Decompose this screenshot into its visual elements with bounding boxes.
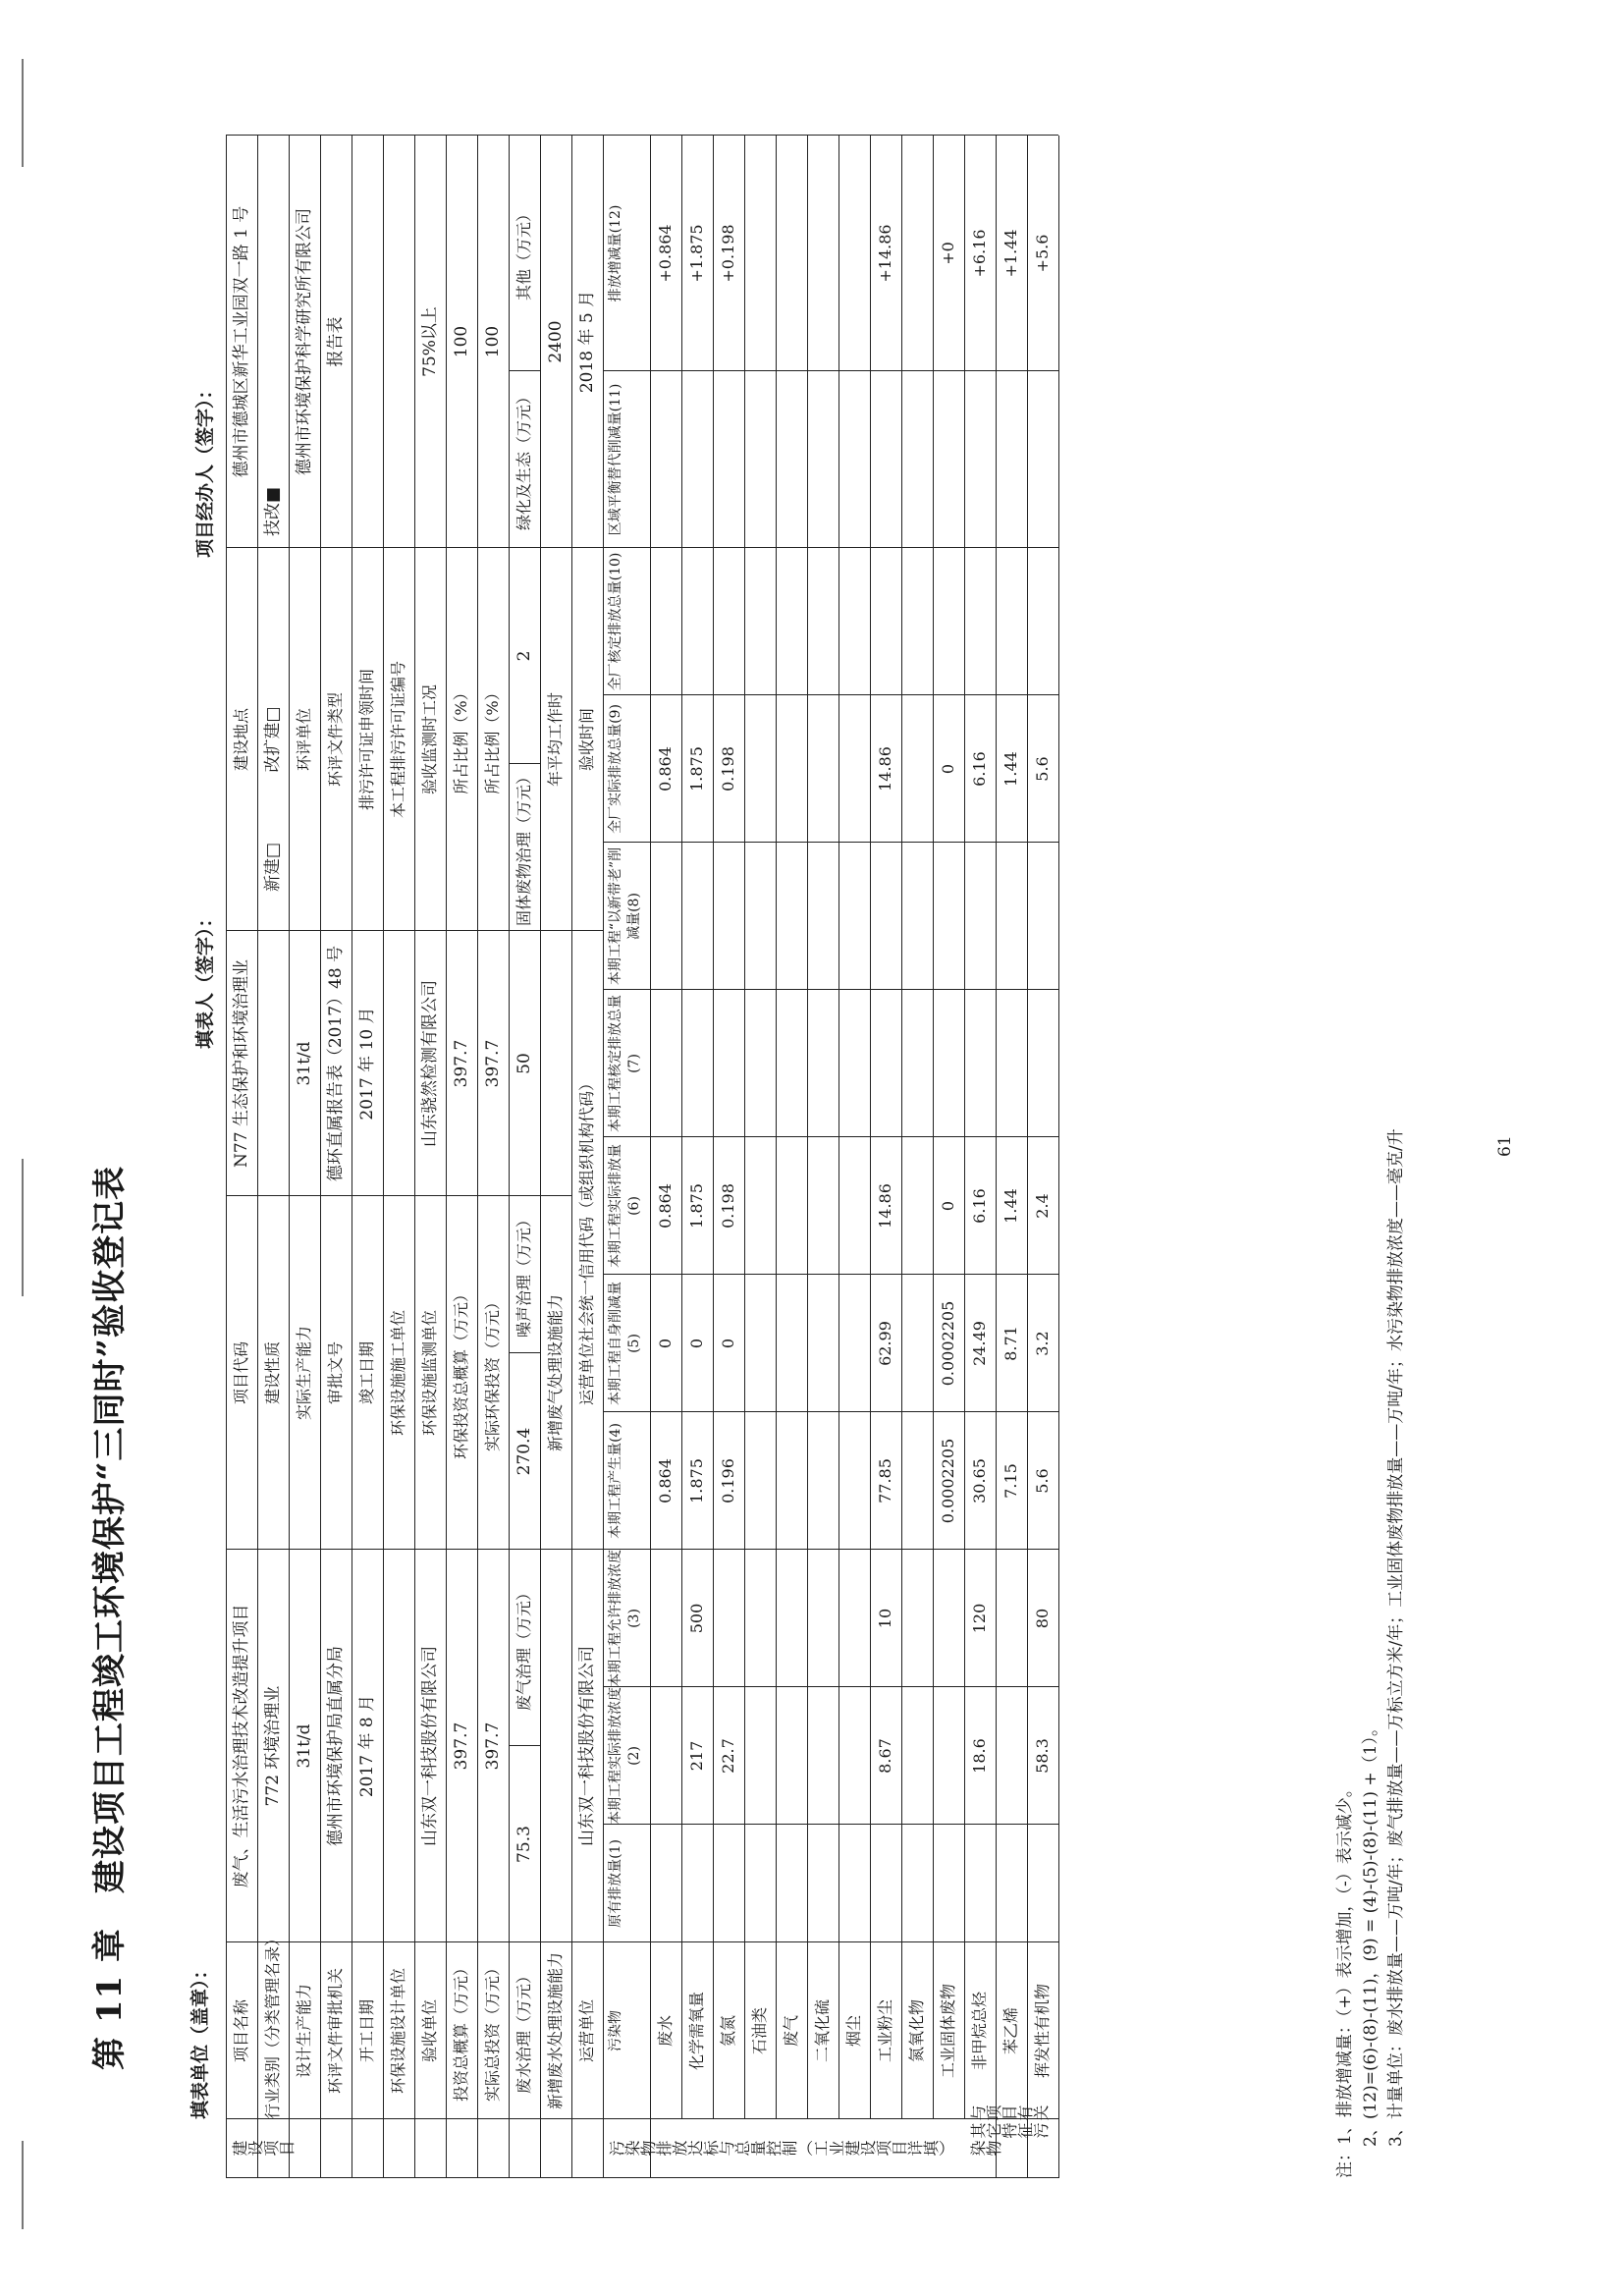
pollutant-value: +0.198 — [719, 224, 737, 283]
grid-line — [650, 989, 681, 990]
grid-line — [226, 2118, 1058, 2119]
value-eia-approver: 德州市环境保护局直属分局 — [325, 1646, 346, 1846]
pollutant-name: 非甲烷总烃 — [970, 1992, 989, 2071]
label-eia-approver: 环评文件审批机关 — [325, 1968, 345, 2095]
grid-line — [776, 1136, 807, 1137]
grid-line — [996, 1686, 1027, 1687]
grid-line — [650, 1824, 681, 1825]
pollutant-value: 1.44 — [1001, 1188, 1020, 1224]
grid-line — [744, 1549, 776, 1550]
grid-line — [713, 547, 744, 548]
grid-line — [933, 1686, 964, 1687]
grid-line — [744, 989, 776, 990]
label-approval-no: 审批文号 — [325, 1341, 345, 1405]
grid-line — [681, 547, 713, 548]
label-permit-time: 排污许可证申领时间 — [356, 669, 376, 811]
grid-line — [839, 1824, 870, 1825]
grid-line — [681, 989, 713, 990]
label-greening: 绿化及生态（万元） — [514, 389, 533, 531]
label-project-code: 项目代码 — [231, 1341, 250, 1405]
grid-line — [996, 1824, 1027, 1825]
grid-line — [776, 1411, 807, 1412]
grid-line — [603, 2119, 604, 2178]
pollutant-value: +5.6 — [1033, 234, 1052, 273]
grid-line — [744, 1411, 776, 1412]
value-build-site: 德州市德城区新华工业园双一路 1 号 — [231, 205, 251, 478]
label-actual-invest: 实际总投资（万元） — [482, 1960, 502, 2103]
grid-line — [744, 842, 776, 843]
pollutant-value: 77.85 — [876, 1458, 894, 1503]
pollutant-value: 3.2 — [1033, 1331, 1052, 1356]
pollutant-value: 1.875 — [687, 746, 706, 792]
grid-line — [807, 370, 839, 371]
grid-line — [1027, 136, 1028, 2178]
label-industry: 行业类别（分类管理名录） — [262, 1930, 282, 2119]
pollutant-value: 0.864 — [656, 1183, 675, 1229]
grid-line — [996, 136, 997, 2178]
grid-line — [901, 1686, 933, 1687]
grid-line — [383, 136, 384, 2178]
label-solid: 固体废物治理（万元） — [514, 769, 533, 927]
grid-line — [901, 989, 933, 990]
pollutant-value: 62.99 — [876, 1321, 894, 1366]
value-env-budget: 397.7 — [451, 1039, 471, 1088]
pollutant-name: 二氧化硫 — [813, 1999, 832, 2063]
label-credit-code: 运营单位社会统一信用代码（或组织机构代码） — [576, 1075, 596, 1406]
pollutant-value: +0.864 — [656, 224, 675, 283]
grid-line — [807, 1411, 839, 1412]
pollutant-value: +6.16 — [970, 229, 989, 278]
build-tech-option: 技改■ — [262, 486, 283, 536]
pollutant-value: 5.6 — [1033, 1468, 1052, 1494]
value-ratio2: 100 — [482, 325, 503, 358]
value-design-capacity: 31t/d — [294, 1723, 314, 1769]
grid-line — [807, 842, 839, 843]
pollutant-value: 14.86 — [876, 746, 894, 792]
grid-line — [320, 136, 321, 2178]
pollutant-value: 1.875 — [687, 1458, 706, 1503]
grid-line — [776, 842, 807, 843]
value-ratio1: 100 — [451, 325, 471, 358]
build-expand-option: 改扩建□ — [262, 706, 283, 773]
grid-line — [744, 136, 745, 2119]
pollutant-col-header: 本期工程核定排放总量(7) — [608, 995, 642, 1132]
label-ratio2: 所占比例（%） — [482, 684, 502, 794]
label-wastewater: 废水治理（万元） — [514, 1968, 533, 2095]
pollutant-name: 烟尘 — [844, 2015, 863, 2048]
pollutant-value: 0.198 — [719, 1183, 737, 1229]
value-industry: 772 环境治理业 — [262, 1685, 283, 1807]
grid-line — [933, 1824, 964, 1825]
pollutant-value: 22.7 — [719, 1738, 737, 1774]
pollutant-value: 18.6 — [970, 1738, 989, 1774]
pollutant-value: 8.67 — [876, 1738, 894, 1774]
label-new-gas-capacity: 新增废气处理设施能力 — [545, 1294, 565, 1452]
pollutant-value: 2.4 — [1033, 1193, 1052, 1219]
value-project-code: N77 生态保护和环境治理业 — [231, 959, 251, 1168]
grid-line — [807, 1274, 839, 1275]
grid-line — [650, 136, 651, 2178]
value-eia-doc-type: 报告表 — [325, 316, 346, 367]
grid-line — [477, 136, 478, 2178]
grid-line — [289, 136, 290, 2178]
grid-line — [901, 136, 902, 2119]
pollutant-value: 217 — [687, 1740, 706, 1772]
grid-line — [807, 989, 839, 990]
pollutant-value: 30.65 — [970, 1458, 989, 1503]
note-2: 2、(12)=(6)-(8)-(11)，(9) = (4)-(5)-(8)-(11) +（1）。 — [1361, 1720, 1380, 2147]
grid-line — [901, 1136, 933, 1137]
grid-line — [257, 136, 258, 2178]
pollutant-value: 0.198 — [719, 746, 737, 792]
grid-line — [744, 547, 776, 548]
pollutant-value: 58.3 — [1033, 1738, 1052, 1774]
grid-line — [839, 842, 870, 843]
note-3: 3、计量单位：废水排放量——万吨/年；废气排放量——万标立方米/年；工业固体废物排放量——万吨/年；水污染物排放浓度——毫克/升 — [1386, 1128, 1406, 2147]
grid-line — [226, 135, 1058, 136]
grid-line — [933, 547, 964, 548]
pollutant-value: 6.16 — [970, 1188, 989, 1224]
grid-line — [776, 694, 807, 695]
grid-line — [744, 1136, 776, 1137]
grid-line — [901, 1274, 933, 1275]
grid-line — [744, 1274, 776, 1275]
label-noise: 噪声治理（万元） — [514, 1212, 533, 1339]
label-build-site: 建设地点 — [231, 708, 250, 772]
grid-line — [807, 1824, 839, 1825]
pollutant-value: 120 — [970, 1603, 989, 1634]
pollutant-name: 氮氧化物 — [907, 1999, 926, 2063]
label-actual-capacity: 实际生产能力 — [294, 1326, 313, 1421]
value-actual-env-invest: 397.7 — [482, 1039, 503, 1088]
value-monitor-unit: 山东骁然检测有限公司 — [419, 980, 440, 1147]
grid-line — [776, 1824, 807, 1825]
value-project-name: 废气、生活污水治理技术改造提升项目 — [231, 1604, 251, 1888]
grid-line — [901, 842, 933, 843]
value-invest-budget: 397.7 — [451, 1722, 471, 1771]
pollutant-value: 7.15 — [1001, 1463, 1020, 1499]
label-invest-budget: 投资总概算（万元） — [451, 1960, 470, 2103]
pollutant-value: 6.16 — [970, 751, 989, 787]
value-start-date: 2017 年 8 月 — [356, 1694, 377, 1798]
pollutant-col-header: 区域平衡替代削减量(11) — [608, 383, 623, 536]
value-actual-capacity: 31t/d — [294, 1041, 314, 1086]
grid-line — [870, 547, 901, 548]
grid-line — [839, 1411, 870, 1412]
pollutant-value: 0.864 — [656, 746, 675, 792]
pollutant-col-header: 原有排放量(1) — [608, 1839, 623, 1928]
pollutant-name: 苯乙烯 — [1001, 2007, 1020, 2055]
pollutant-value: 0 — [719, 1338, 737, 1349]
label-start-date: 开工日期 — [356, 1999, 376, 2063]
grid-line — [901, 370, 933, 371]
pollutant-col-header: 本期工程允许排放浓度(3) — [608, 1550, 642, 1687]
grid-line — [901, 1411, 933, 1412]
grid-line — [509, 136, 510, 2178]
pollutant-value: +0 — [939, 242, 957, 265]
grid-line — [744, 1824, 776, 1825]
grid-line — [839, 1274, 870, 1275]
filler-label: 填表人（签字）： — [194, 908, 216, 1049]
label-eia-unit: 环评单位 — [294, 708, 313, 772]
pollutant-col-header: 全厂实际排放总量(9) — [608, 704, 623, 834]
grid-line — [839, 1136, 870, 1137]
grid-line — [901, 547, 933, 548]
pollutant-value: 10 — [876, 1608, 894, 1629]
grid-line — [776, 989, 807, 990]
pollutant-col-header: 本期工程实际排放量(6) — [608, 1144, 642, 1268]
pollutant-name: 氨氮 — [719, 2015, 737, 2048]
grid-line — [776, 547, 807, 548]
grid-line — [776, 1274, 807, 1275]
pollutant-value: 0 — [656, 1338, 675, 1349]
pollutant-value: +1.875 — [687, 224, 706, 283]
pollutant-col-header: 污染物 — [608, 2010, 623, 2051]
pollutant-col-header: 排放增减量(12) — [608, 204, 623, 302]
grid-line — [839, 989, 870, 990]
pollutant-name: 石油类 — [750, 2007, 769, 2055]
grid-line — [964, 547, 996, 548]
pollutant-value: 1.44 — [1001, 751, 1020, 787]
pollutant-value: +14.86 — [876, 224, 894, 283]
grid-line — [839, 370, 870, 371]
pollutant-value: 0 — [939, 1200, 957, 1212]
pollutant-value: 5.6 — [1033, 756, 1052, 782]
grid-line — [713, 136, 714, 2119]
grid-line — [650, 1686, 681, 1687]
pollutant-value: 0 — [687, 1338, 706, 1349]
grid-line — [964, 136, 965, 2119]
grid-line — [996, 989, 1027, 990]
grid-line — [996, 547, 1027, 548]
grid-line — [964, 989, 996, 990]
pollutant-col-header: 本期工程实际排放浓度(2) — [608, 1687, 642, 1825]
grid-line — [776, 370, 807, 371]
value-acceptance-time: 2018 年 5 月 — [576, 290, 597, 394]
value-annual-hours: 2400 — [545, 320, 566, 363]
grid-line — [414, 136, 415, 2178]
value-acceptance-unit: 山东双一科技股份有限公司 — [419, 1646, 440, 1846]
pollutant-name: 化学需氧量 — [687, 1992, 706, 2071]
grid-line — [744, 370, 776, 371]
label-acceptance-unit: 验收单位 — [419, 1999, 439, 2063]
value-noise: 50 — [514, 1053, 534, 1074]
pollutant-col-header: 全厂核定排放总量(10) — [608, 552, 623, 691]
label-other: 其他（万元） — [514, 206, 533, 301]
pollutant-name: 废气 — [782, 2015, 800, 2048]
value-wastegas: 270.4 — [514, 1427, 534, 1476]
label-permit-no: 本工程排污许可证编号 — [388, 661, 407, 819]
pollutant-value: 14.86 — [876, 1183, 894, 1229]
value-approval-no: 德环直属报告表（2017）48 号 — [325, 945, 346, 1182]
grid-line — [933, 989, 964, 990]
pollutant-value: 500 — [687, 1603, 706, 1634]
grid-line — [1027, 547, 1058, 548]
pollutant-value: 0.864 — [656, 1458, 675, 1503]
pollutant-value: 24.49 — [970, 1321, 989, 1366]
label-env-budget: 环保投资总概算（万元） — [451, 1286, 470, 1460]
grid-line — [807, 1686, 839, 1687]
grid-line — [839, 1549, 870, 1550]
value-actual-invest: 397.7 — [482, 1722, 503, 1771]
value-monitor-condition: 75%以上 — [419, 306, 440, 377]
value-wastewater: 75.3 — [514, 1826, 534, 1863]
fill-unit-label: 填表单位（盖章）： — [189, 1960, 211, 2119]
grid-line — [807, 136, 808, 2119]
grid-line — [776, 136, 777, 2119]
label-wastegas: 废气治理（万元） — [514, 1585, 533, 1712]
pollutant-name: 挥发性有机物 — [1033, 1984, 1052, 2079]
label-operator: 运营单位 — [576, 1999, 596, 2063]
pollutant-value: 80 — [1033, 1608, 1052, 1629]
label-annual-hours: 年平均工作时 — [545, 692, 565, 788]
grid-line — [713, 989, 744, 990]
grid-line — [870, 136, 871, 2119]
form-title: 第 11 章 建设项目工程竣工环境保护“三同时”验收登记表 — [90, 1165, 130, 2070]
pollutant-name: 工业粉尘 — [876, 1999, 894, 2063]
grid-line — [744, 694, 776, 695]
label-monitor-condition: 验收监测时工况 — [419, 684, 439, 795]
grid-line — [901, 694, 933, 695]
label-design-capacity: 设计生产能力 — [294, 1984, 313, 2079]
label-ratio1: 所占比例（%） — [451, 684, 470, 794]
grid-line — [807, 1549, 839, 1550]
label-new-ww-capacity: 新增废水处理设施能力 — [545, 1952, 565, 2110]
pollutant-value: 8.71 — [1001, 1326, 1020, 1361]
grid-line — [650, 547, 681, 548]
grid-line — [807, 694, 839, 695]
label-build-nature: 建设性质 — [262, 1341, 282, 1405]
grid-line — [226, 136, 227, 2178]
label-project-name: 项目名称 — [231, 1999, 250, 2063]
grid-line — [540, 136, 541, 2178]
label-eia-doc-type: 环评文件类型 — [325, 692, 345, 788]
grid-line — [839, 547, 870, 548]
label-construct-unit: 环保设施施工单位 — [388, 1310, 407, 1437]
grid-line — [776, 1549, 807, 1550]
grid-line — [571, 136, 572, 2178]
grid-line — [807, 547, 839, 548]
pollutant-col-header: 本期工程“以新带老”削减量(8) — [608, 847, 642, 986]
value-eia-unit: 德州市环境保护科学研究所有限公司 — [294, 208, 314, 475]
grid-line — [901, 1824, 933, 1825]
handler-label: 项目经办人（签字）： — [194, 380, 216, 558]
note-1: 注：1、排放增减量：（+）表示增加，（-）表示减少。 — [1335, 1780, 1355, 2178]
build-new-option: 新建□ — [262, 842, 283, 893]
label-actual-env-invest: 实际环保投资（万元） — [482, 1294, 502, 1452]
pollutant-col-header: 本期工程自身削减量(5) — [608, 1282, 642, 1405]
pollutant-value: 0.196 — [719, 1458, 737, 1503]
value-solid: 2 — [514, 650, 534, 662]
grid-line — [681, 136, 682, 2119]
pollutant-name: 废水 — [656, 2015, 675, 2048]
pollutant-section-label: 污染物排放达标与总量控制（工业建设项目详填） — [609, 2140, 954, 2159]
pollutant-name: 工业固体废物 — [939, 1984, 957, 2079]
pollutant-value: +1.44 — [1001, 229, 1020, 278]
grid-line — [839, 1686, 870, 1687]
pollutant-value: 0.0002205 — [939, 1438, 957, 1524]
construction-project-label: 建设项目 — [232, 2140, 295, 2159]
label-finish-date: 竣工日期 — [356, 1341, 376, 1405]
grid-line — [839, 694, 870, 695]
pollutant-value: 0.0002205 — [939, 1300, 957, 1387]
page-number: 61 — [1495, 1135, 1515, 1157]
value-operator: 山东双一科技股份有限公司 — [576, 1646, 597, 1846]
grid-line — [870, 989, 901, 990]
grid-line — [933, 136, 934, 2119]
label-acceptance-time: 验收时间 — [576, 708, 596, 772]
pollutant-value: 0 — [939, 763, 957, 775]
label-monitor-unit: 环保设施监测单位 — [419, 1310, 439, 1437]
grid-line — [776, 1686, 807, 1687]
grid-line — [744, 1686, 776, 1687]
pollutant-col-header: 本期工程产生量(4) — [608, 1423, 623, 1539]
grid-line — [901, 1549, 933, 1550]
related-section-label: 与项目有关其它特征污染物 — [970, 2105, 1049, 2159]
label-design-unit: 环保设施设计单位 — [388, 1968, 407, 2095]
grid-line — [807, 1136, 839, 1137]
grid-line — [226, 2177, 1058, 2178]
grid-line — [1027, 989, 1058, 990]
grid-line — [446, 136, 447, 2178]
pollutant-value: 1.875 — [687, 1183, 706, 1229]
grid-line — [603, 136, 604, 2178]
grid-line — [1058, 136, 1059, 2178]
value-finish-date: 2017 年 10 月 — [356, 1007, 377, 1121]
